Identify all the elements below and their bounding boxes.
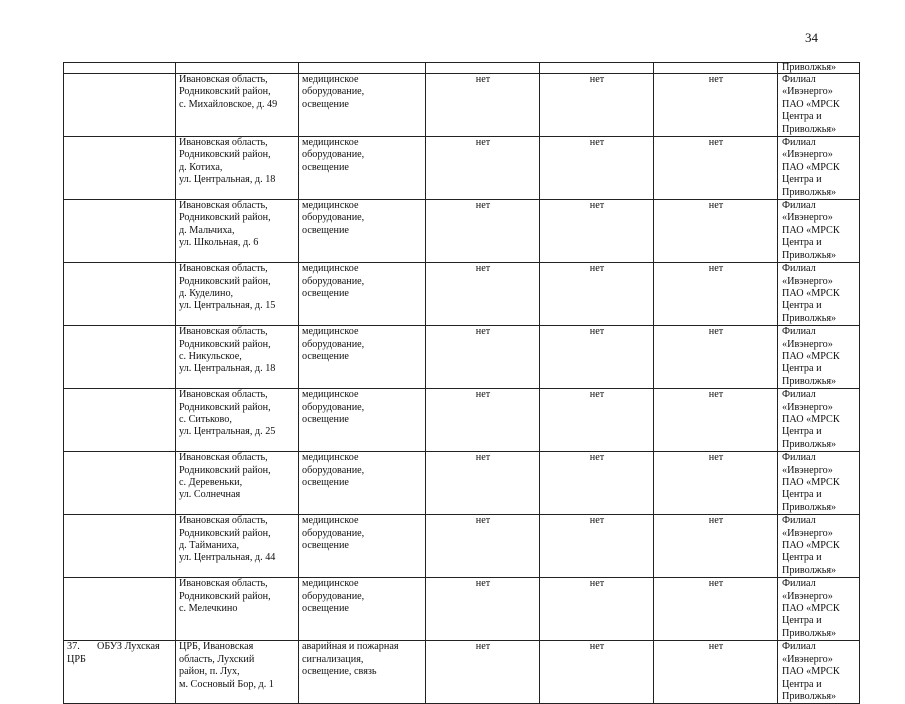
address-cell: Ивановская область, Родниковский район, с. Деревеньки, ул. Солнечная: [176, 452, 299, 515]
col5-cell: нет: [540, 515, 654, 578]
org-cell: [64, 63, 176, 74]
address-cell: Ивановская область, Родниковский район, с. Мелечкино: [176, 578, 299, 641]
col5-cell: нет: [540, 578, 654, 641]
col4-cell: нет: [426, 74, 540, 137]
operator-cell: Филиал «Ивэнерго» ПАО «МРСК Центра и Приволжья»: [778, 641, 860, 704]
col5-cell: нет: [540, 263, 654, 326]
operator-cell: Филиал «Ивэнерго» ПАО «МРСК Центра и Приволжья»: [778, 263, 860, 326]
org-cell: [64, 452, 176, 515]
operator-cell: Филиал «Ивэнерго» ПАО «МРСК Центра и Приволжья»: [778, 578, 860, 641]
col4-cell: нет: [426, 641, 540, 704]
col5-cell: нет: [540, 452, 654, 515]
org-cell: [64, 389, 176, 452]
operator-cell: Филиал «Ивэнерго» ПАО «МРСК Центра и Приволжья»: [778, 326, 860, 389]
org-cell: [64, 137, 176, 200]
table-row: [64, 515, 860, 578]
equipment-cell: медицинское оборудование, освещение: [299, 578, 426, 641]
col4-cell: нет: [426, 515, 540, 578]
equipment-cell: медицинское оборудование, освещение: [299, 389, 426, 452]
org-cell: [64, 578, 176, 641]
col5-cell: нет: [540, 137, 654, 200]
address-cell: Ивановская область, Родниковский район, д. Куделино, ул. Центральная, д. 15: [176, 263, 299, 326]
equipment-cell: [299, 63, 426, 74]
equipment-cell: медицинское оборудование, освещение: [299, 326, 426, 389]
table-row: [64, 263, 860, 326]
operator-cell: Филиал «Ивэнерго» ПАО «МРСК Центра и Приволжья»: [778, 200, 860, 263]
address-cell: Ивановская область, Родниковский район, д. Мальчиха, ул. Школьная, д. 6: [176, 200, 299, 263]
col5-cell: [540, 63, 654, 74]
address-cell: Ивановская область, Родниковский район, д. Котиха, ул. Центральная, д. 18: [176, 137, 299, 200]
table-row: [64, 389, 860, 452]
address-cell: ЦРБ, Ивановская область, Лухский район, п. Лух, м. Сосновый Бор, д. 1: [176, 641, 299, 704]
col6-cell: нет: [654, 326, 778, 389]
col6-cell: [654, 63, 778, 74]
col5-cell: нет: [540, 326, 654, 389]
table-row: [64, 326, 860, 389]
table-row-continued: [64, 63, 860, 74]
equipment-cell: медицинское оборудование, освещение: [299, 137, 426, 200]
operator-cell: Приволжья»: [778, 63, 860, 74]
org-cell: [64, 74, 176, 137]
col4-cell: нет: [426, 263, 540, 326]
table-row: [64, 578, 860, 641]
org-cell: [64, 263, 176, 326]
col6-cell: нет: [654, 137, 778, 200]
page-number: 34: [805, 30, 818, 45]
address-cell: Ивановская область, Родниковский район, д. Тайманиха, ул. Центральная, д. 44: [176, 515, 299, 578]
address-cell: [176, 63, 299, 74]
equipment-cell: медицинское оборудование, освещение: [299, 74, 426, 137]
org-cell: [64, 326, 176, 389]
col6-cell: нет: [654, 263, 778, 326]
equipment-cell: медицинское оборудование, освещение: [299, 515, 426, 578]
operator-cell: Филиал «Ивэнерго» ПАО «МРСК Центра и Приволжья»: [778, 389, 860, 452]
operator-cell: Филиал «Ивэнерго» ПАО «МРСК Центра и Приволжья»: [778, 515, 860, 578]
col4-cell: нет: [426, 137, 540, 200]
row-number: 37.: [67, 641, 80, 653]
operator-cell: Филиал «Ивэнерго» ПАО «МРСК Центра и Приволжья»: [778, 137, 860, 200]
col4-cell: нет: [426, 452, 540, 515]
col4-cell: [426, 63, 540, 74]
operator-cell: Филиал «Ивэнерго» ПАО «МРСК Центра и Приволжья»: [778, 452, 860, 515]
col5-cell: нет: [540, 641, 654, 704]
table-row: [64, 641, 860, 704]
equipment-cell: медицинское оборудование, освещение: [299, 200, 426, 263]
col4-cell: нет: [426, 200, 540, 263]
col4-cell: нет: [426, 389, 540, 452]
address-cell: Ивановская область, Родниковский район, с. Ситьково, ул. Центральная, д. 25: [176, 389, 299, 452]
col4-cell: нет: [426, 326, 540, 389]
address-cell: Ивановская область, Родниковский район, с. Никульское, ул. Центральная, д. 18: [176, 326, 299, 389]
col6-cell: нет: [654, 578, 778, 641]
col6-cell: нет: [654, 515, 778, 578]
org-cell: [64, 200, 176, 263]
col6-cell: нет: [654, 200, 778, 263]
equipment-cell: медицинское оборудование, освещение: [299, 452, 426, 515]
table-row: [64, 200, 860, 263]
col5-cell: нет: [540, 389, 654, 452]
table-row: [64, 74, 860, 137]
col5-cell: нет: [540, 74, 654, 137]
col6-cell: нет: [654, 452, 778, 515]
col6-cell: нет: [654, 389, 778, 452]
col5-cell: нет: [540, 200, 654, 263]
col6-cell: нет: [654, 641, 778, 704]
equipment-cell: медицинское оборудование, освещение: [299, 263, 426, 326]
org-cell: [64, 515, 176, 578]
col6-cell: нет: [654, 74, 778, 137]
table-row: [64, 452, 860, 515]
col4-cell: нет: [426, 578, 540, 641]
operator-cell: Филиал «Ивэнерго» ПАО «МРСК Центра и Приволжья»: [778, 74, 860, 137]
org-name: ОБУЗ Лухская ЦРБ: [67, 641, 160, 665]
facilities-table: [63, 62, 860, 704]
table-row: [64, 137, 860, 200]
address-cell: Ивановская область, Родниковский район, с. Михайловское, д. 49: [176, 74, 299, 137]
org-cell: [64, 641, 176, 704]
equipment-cell: аварийная и пожарная сигнализация, освещение, связь: [299, 641, 426, 704]
